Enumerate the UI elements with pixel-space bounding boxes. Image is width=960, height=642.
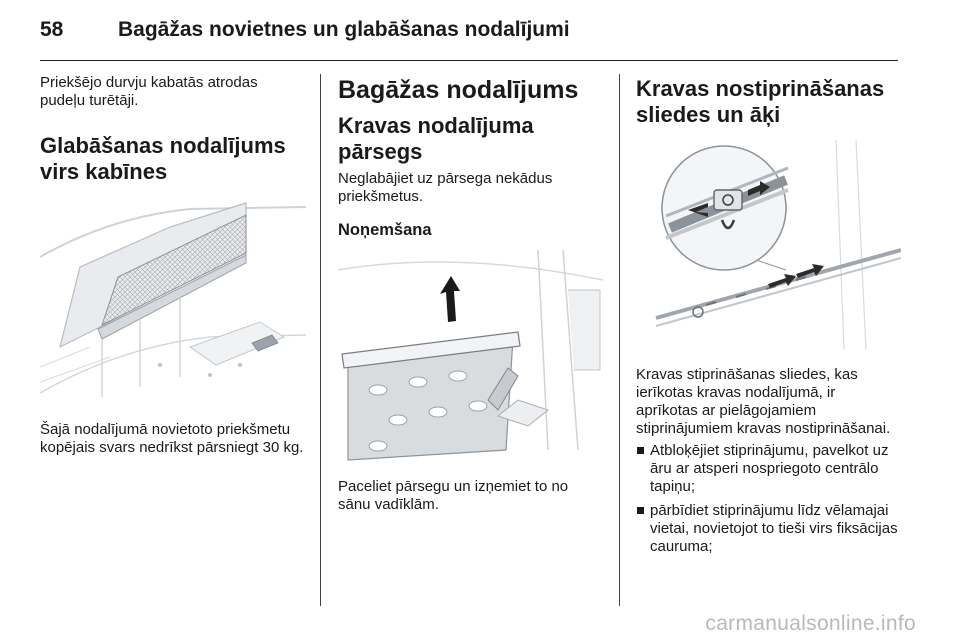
column-1	[40, 74, 306, 457]
intro-text: Priekšējo durvju kabatās atrodas pudeļu turētāji.	[40, 74, 258, 109]
removal-caption: Paceliet pārsegu un izņemiet to no sānu vadīklām.	[338, 478, 569, 513]
tie-down-rails-heading: Kravas nostiprināšanas sliedes un āķi	[636, 76, 885, 127]
luggage-compartment-heading: Bagāžas nodalījums	[338, 76, 579, 104]
tie-down-rails-text: Kravas stiprināšanas sliedes, kas ierīkotas kravas nodalījumā, ir aprīkotas ar pielāgojamiem stiprinājumiem kravas nostiprināšanai.	[636, 366, 891, 437]
watermark: carmanualsonline.info	[705, 612, 916, 635]
column-2	[338, 74, 603, 514]
bullet-square-icon	[637, 447, 644, 454]
overhead-storage-heading: Glabāšanas nodalījums virs kabīnes	[40, 133, 286, 184]
instruction-item-2: pārbīdiet stiprinājumu līdz vēlamajai vietai, novietojot to tieši virs fiksācijas cauruma;	[636, 502, 901, 556]
load-cover-removal-illustration	[338, 250, 603, 462]
column-3	[636, 74, 901, 562]
column-divider-1	[320, 74, 321, 606]
load-cover-heading: Kravas nodalījuma pārsegs	[338, 113, 534, 164]
weight-limit-caption: Šajā nodalījumā novietoto priekšmetu kopējais svars nedrīkst pārsniegt 30 kg.	[40, 421, 304, 456]
page-number: 58	[40, 18, 64, 41]
header-rule	[40, 60, 898, 61]
running-title: Bagāžas novietnes un glabāšanas nodalījumi	[118, 18, 570, 41]
instruction-list	[636, 442, 901, 556]
overhead-storage-illustration	[40, 197, 306, 409]
bullet-square-icon	[637, 507, 644, 514]
load-cover-warning: Neglabājiet uz pārsega nekādus priekšmetus.	[338, 170, 553, 205]
column-divider-2	[619, 74, 620, 606]
removal-heading: Noņemšana	[338, 221, 432, 239]
page-header	[0, 0, 960, 62]
tie-down-rail-illustration	[636, 140, 901, 350]
instruction-item-1: Atbloķējiet stiprinājumu, pavelkot uz āru ar atsperi nospriegoto centrālo tapiņu;	[636, 442, 901, 496]
